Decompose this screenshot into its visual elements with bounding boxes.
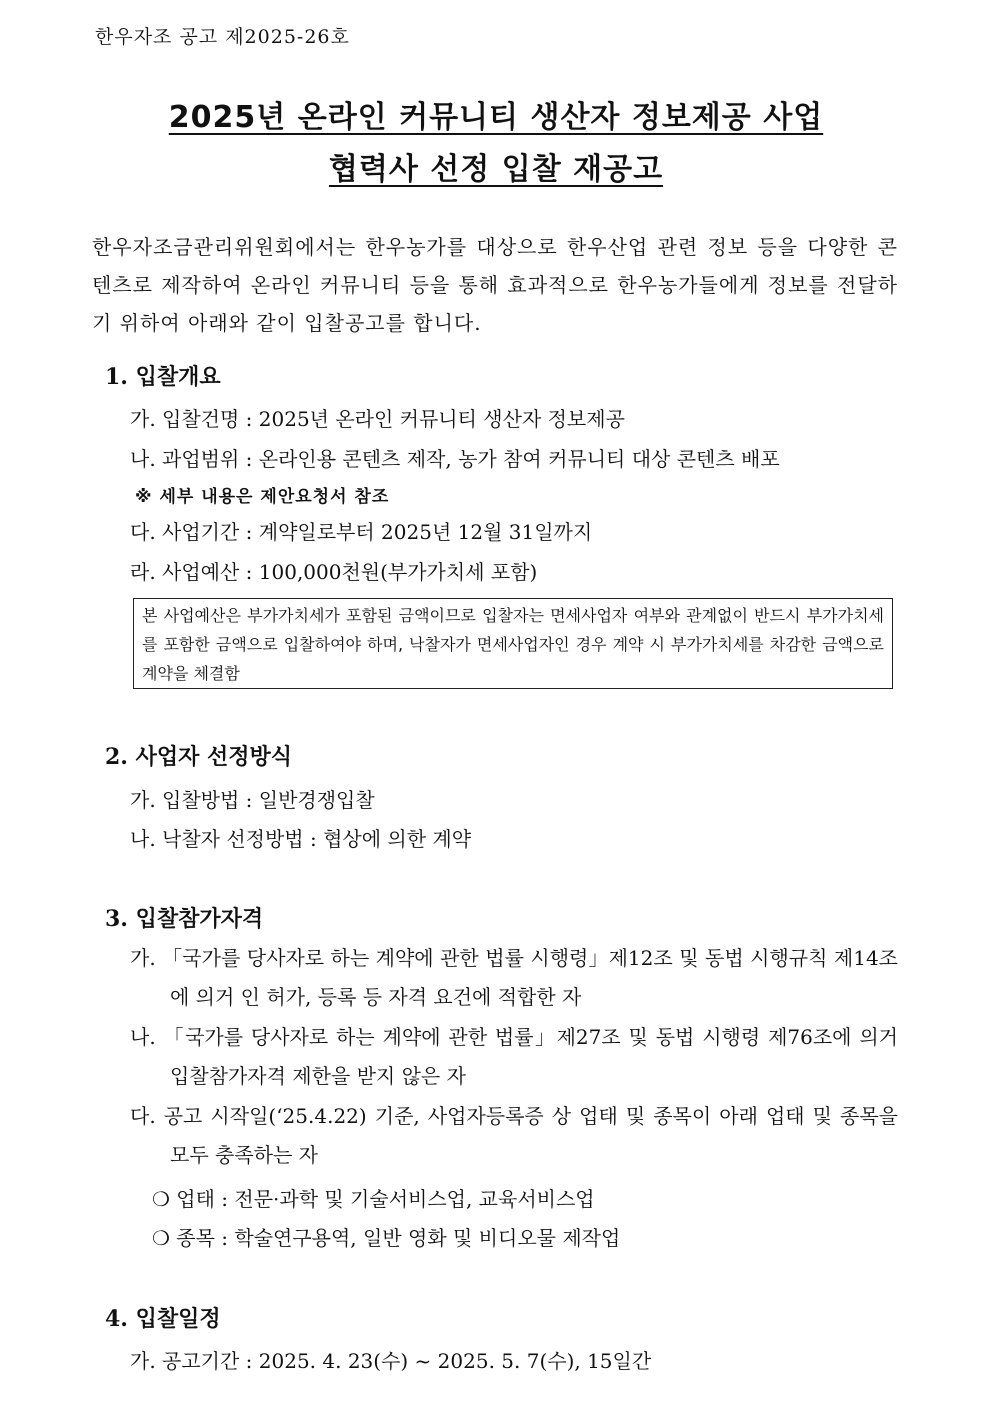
- section-3-bullet-business-type: ❍ 업태 : 전문·과학 및 기술서비스업, 교육서비스업: [152, 1187, 595, 1211]
- section-1-item-d: 라. 사업예산 : 100,000천원(부가가치세 포함): [130, 560, 538, 584]
- title-line1-text: 2025년 온라인 커뮤니티 생산자 정보제공 사업: [168, 100, 824, 135]
- section-2-title: 2. 사업자 선정방식: [105, 744, 293, 770]
- section-2-item-b: 나. 낙찰자 선정방법 : 협상에 의한 계약: [130, 827, 472, 851]
- title-line2-text: 협력사 선정 입찰 재공고: [328, 152, 664, 187]
- page-title-line2: [0, 144, 992, 188]
- section-4-item-a: 가. 공고기간 : 2025. 4. 23(수) ~ 2025. 5. 7(수), 15일간: [130, 1349, 652, 1373]
- notice-number: 한우자조 공고 제2025-26호: [95, 26, 350, 48]
- section-3-item-a: 가. 「국가를 당사자로 하는 계약에 관한 법률 시행령」제12조 및 동법 시행규칙 제14조에 의거 인 허가, 등록 등 자격 요건에 적합한 자: [130, 946, 898, 1009]
- page-title-line1: [0, 92, 992, 136]
- section-4-title: 4. 입찰일정: [105, 1306, 221, 1332]
- intro-paragraph: 한우자조금관리위원회에서는 한우농가를 대상으로 한우산업 관련 정보 등을 다양한 콘텐츠로 제작하여 온라인 커뮤니티 등을 통해 효과적으로 한우농가들에게 정보를 전달하기 위하여 아래와 같이 입찰공고를 합니다.: [92, 235, 898, 335]
- section-1-item-a: 가. 입찰건명 : 2025년 온라인 커뮤니티 생산자 정보제공: [130, 407, 625, 431]
- section-3-title: 3. 입찰참가자격: [105, 906, 264, 932]
- section-3-bullet-business-item: ❍ 종목 : 학술연구용역, 일반 영화 및 비디오물 제작업: [152, 1226, 621, 1250]
- section-1-title: 1. 입찰개요: [105, 364, 221, 390]
- vat-notice-box: 본 사업예산은 부가가치세가 포함된 금액이므로 입찰자는 면세사업자 여부와 관계없이 반드시 부가가치세를 포함한 금액으로 입찰하여야 하며, 낙찰자가 면세사업자인 경우 계약 시 부가가치세를 차감한 금액으로 계약을 체결함: [133, 598, 893, 689]
- section-3-item-b: 나. 「국가를 당사자로 하는 계약에 관한 법률」제27조 및 동법 시행령 제76조에 의거 입찰참가자격 제한을 받지 않은 자: [130, 1025, 898, 1088]
- section-1-note: ※ 세부 내용은 제안요청서 참조: [135, 487, 390, 507]
- section-1-item-c: 다. 사업기간 : 계약일로부터 2025년 12월 31일까지: [130, 520, 593, 544]
- section-3-item-c: 다. 공고 시작일(‘25.4.22) 기준, 사업자등록증 상 업태 및 종목이 아래 업태 및 종목을 모두 충족하는 자: [130, 1104, 898, 1167]
- section-2-item-a: 가. 입찰방법 : 일반경쟁입찰: [130, 788, 375, 812]
- section-1-item-b: 나. 과업범위 : 온라인용 콘텐츠 제작, 농가 참여 커뮤니티 대상 콘텐츠 배포: [130, 447, 780, 471]
